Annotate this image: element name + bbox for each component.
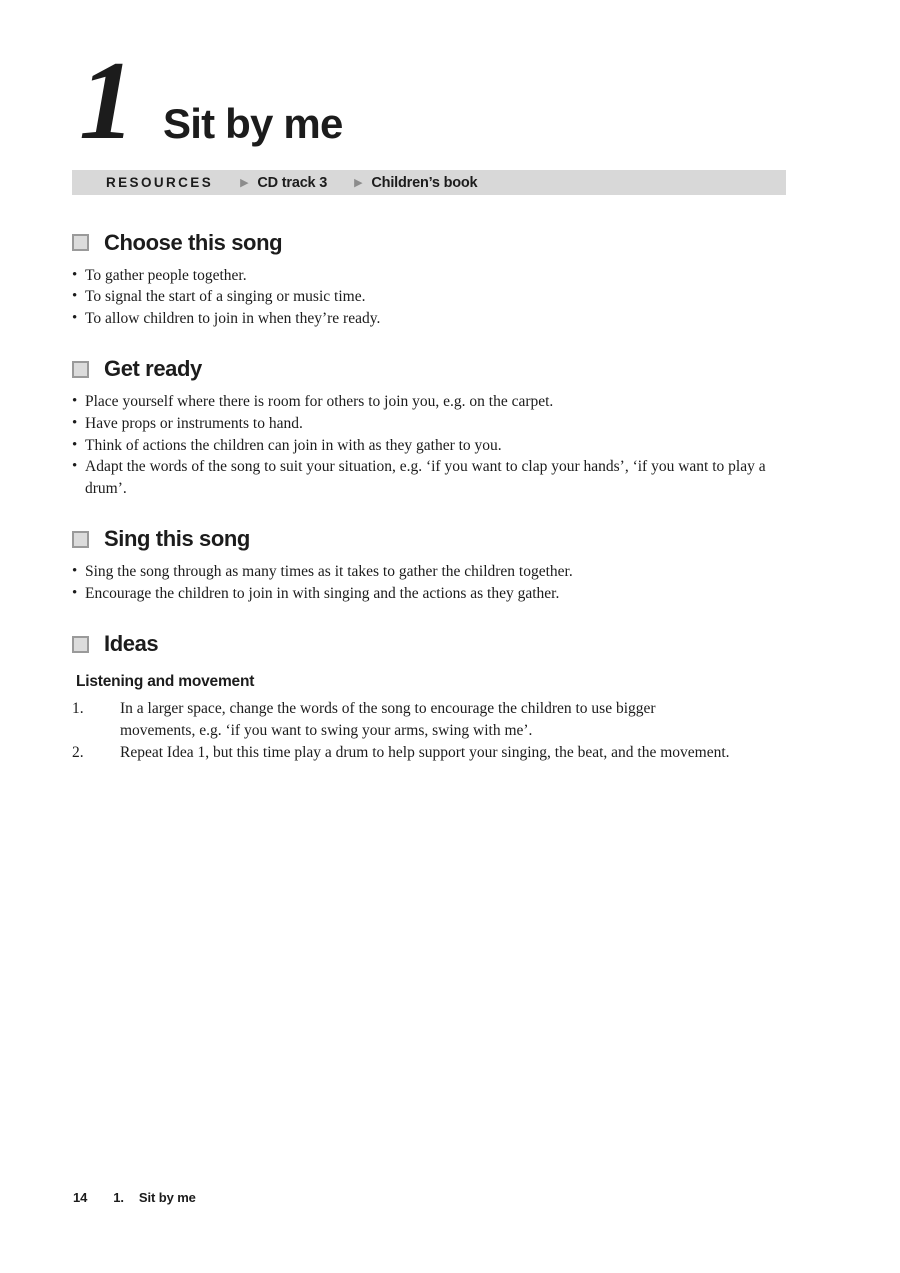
resource-item-label: CD track 3	[257, 174, 328, 191]
checkbox-icon	[72, 361, 89, 378]
section-choose-this-song	[72, 230, 788, 330]
bullet-list	[72, 265, 788, 330]
sections	[72, 230, 788, 764]
triangle-right-icon: ▶	[354, 176, 363, 190]
chapter-header	[79, 0, 900, 163]
item-text: In a larger space, change the words of the song to encourage the children to use bigger movements, e.g. ‘if you want to swing your arms, swing with me’.	[120, 700, 656, 740]
resources-items	[213, 173, 477, 191]
footer-chapter-title: Sit by me	[138, 1190, 196, 1205]
resource-item	[240, 175, 327, 191]
item-number: 2.	[72, 743, 84, 761]
section-header	[72, 631, 788, 657]
section-header	[72, 526, 788, 552]
footer-chapter-label: 1.	[113, 1190, 124, 1205]
resources-bar	[72, 170, 786, 195]
bullet-list	[72, 391, 788, 499]
item-text: Repeat Idea 1, but this time play a drum to help support your singing, the beat, and the movement.	[120, 743, 730, 761]
item-number: 1.	[72, 700, 84, 718]
section-heading: Ideas	[104, 631, 159, 657]
section-sing-this-song	[72, 526, 788, 604]
bullet-item: • Have props or instruments to hand.	[72, 413, 788, 435]
section-subheading: Listening and movement	[76, 673, 255, 691]
bullet-item: • Place yourself where there is room for others to join you, e.g. on the carpet.	[72, 391, 788, 413]
section-heading: Get ready	[104, 356, 202, 382]
chapter-number: 1	[79, 39, 133, 163]
section-header	[72, 230, 788, 256]
resources-label: RESOURCES	[106, 174, 214, 190]
checkbox-icon	[72, 636, 89, 653]
bullet-item: • To gather people together.	[72, 265, 788, 287]
section-header	[72, 356, 788, 382]
numbered-item	[72, 742, 788, 764]
checkbox-icon	[72, 531, 89, 548]
bullet-item: • Sing the song through as many times as it takes to gather the children together.	[72, 561, 788, 583]
bullet-item: • Adapt the words of the song to suit your situation, e.g. ‘if you want to clap your hands’, ‘if you want to play a drum’.	[72, 456, 788, 499]
section-get-ready	[72, 356, 788, 499]
section-heading: Sing this song	[104, 526, 250, 552]
bullet-item: • To allow children to join in when they’re ready.	[72, 308, 788, 330]
page-number: 14	[73, 1190, 88, 1205]
bullet-list	[72, 561, 788, 604]
triangle-right-icon: ▶	[240, 176, 249, 190]
section-ideas	[72, 631, 788, 763]
bullet-item: • To signal the start of a singing or music time.	[72, 286, 788, 308]
section-heading: Choose this song	[104, 229, 283, 255]
resource-item-label: Children’s book	[371, 174, 478, 191]
bullet-item: • Think of actions the children can join in with as they gather to you.	[72, 435, 788, 457]
page-footer	[73, 1190, 196, 1205]
numbered-list	[72, 698, 788, 763]
resource-item	[354, 175, 477, 191]
bullet-item: • Encourage the children to join in with singing and the actions as they gather.	[72, 583, 788, 605]
page-title: Sit by me	[163, 100, 343, 147]
numbered-item	[72, 698, 788, 741]
checkbox-icon	[72, 234, 89, 251]
